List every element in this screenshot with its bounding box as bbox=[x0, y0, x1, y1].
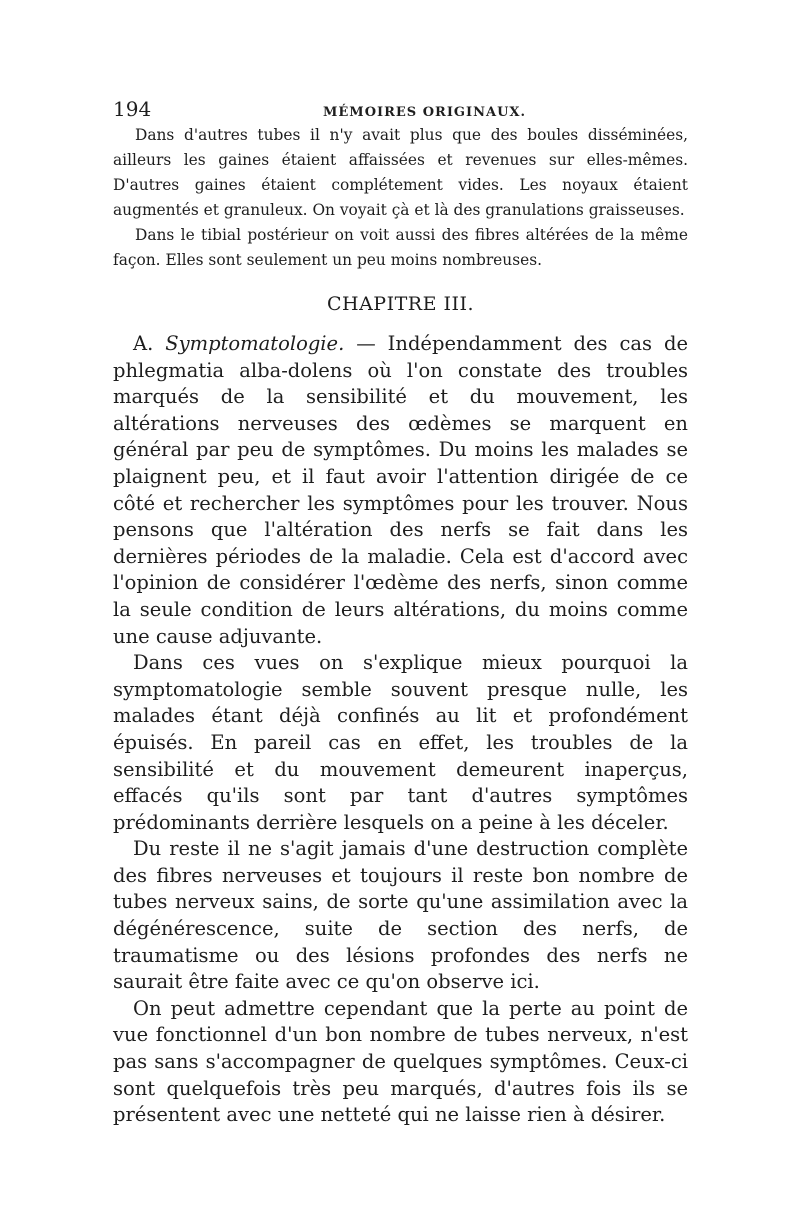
chapter-title: CHAPITRE III. bbox=[326, 293, 475, 315]
page-number: 194 bbox=[113, 97, 152, 121]
section-paragraph bbox=[113, 331, 688, 650]
section-lead-text: — Indépendamment des cas de phlegmatia alba-dolens où l'on constate des troubles marqués de la sensibilité et du mouvement, les altérations nerveuses des œdèmes se marquent en général par peu de symptômes. Du moins les malades se plaignent peu, et il faut avoir l'attention dirigée de ce côté et rechercher les symptômes pour les trouver. Nous pensons que l'altération des nerfs se fait dans les dernières périodes de la maladie. Cela est d'accord avec l'opinion de considérer l'œdème des nerfs, sinon comme la seule condition de leurs altérations, du moins comme une cause adjuvante. bbox=[113, 332, 688, 648]
small-print-section bbox=[113, 123, 688, 273]
paragraph: On peut admettre cependant que la perte au point de vue fonctionnel d'un bon nombre de tubes nerveux, n'est pas sans s'accompagner de quelques symptômes. Ceux-ci sont quelquefois très peu marqués, d'autres fois ils se présentent avec une netteté qui ne laisse rien à désirer. bbox=[113, 996, 688, 1127]
main-text bbox=[113, 331, 688, 1129]
paragraph: Du reste il ne s'agit jamais d'une destruction complète des fibres nerveuses et toujours il reste bon nombre de tubes nerveux sains, de sorte qu'une assimilation avec la dégénérescence, suite de section des nerfs, de traumatisme ou des lésions profondes des nerfs ne saurait être faite avec ce qu'on observe ici. bbox=[113, 837, 688, 994]
paragraph: Dans d'autres tubes il n'y avait plus que des boules disséminées, ailleurs les gaines étaient affaissées et revenues sur elles-mêmes. D'autres gaines étaient complétement vides. Les noyaux étaient augmentés et granuleux. On voyait çà et là des granulations graisseuses. bbox=[113, 126, 688, 219]
paragraph: Dans ces vues on s'explique mieux pourquoi la symptomatologie semble souvent presque nulle, les malades étant déjà confinés au lit et profondément épuisés. En pareil cas en effet, les troubles de la sensibilité et du mouvement demeurent inaperçus, effacés qu'ils sont par tant d'autres symptômes prédominants derrière lesquels on a peine à les déceler. bbox=[113, 651, 688, 834]
section-title: Symptomatologie. bbox=[165, 332, 345, 355]
running-title: MÉMOIRES ORIGINAUX. bbox=[323, 105, 527, 120]
running-head bbox=[113, 97, 688, 123]
paragraph: Dans le tibial postérieur on voit aussi des fibres altérées de la même façon. Elles sont seulement un peu moins nombreuses. bbox=[113, 226, 688, 269]
section-label: A. bbox=[133, 332, 154, 355]
